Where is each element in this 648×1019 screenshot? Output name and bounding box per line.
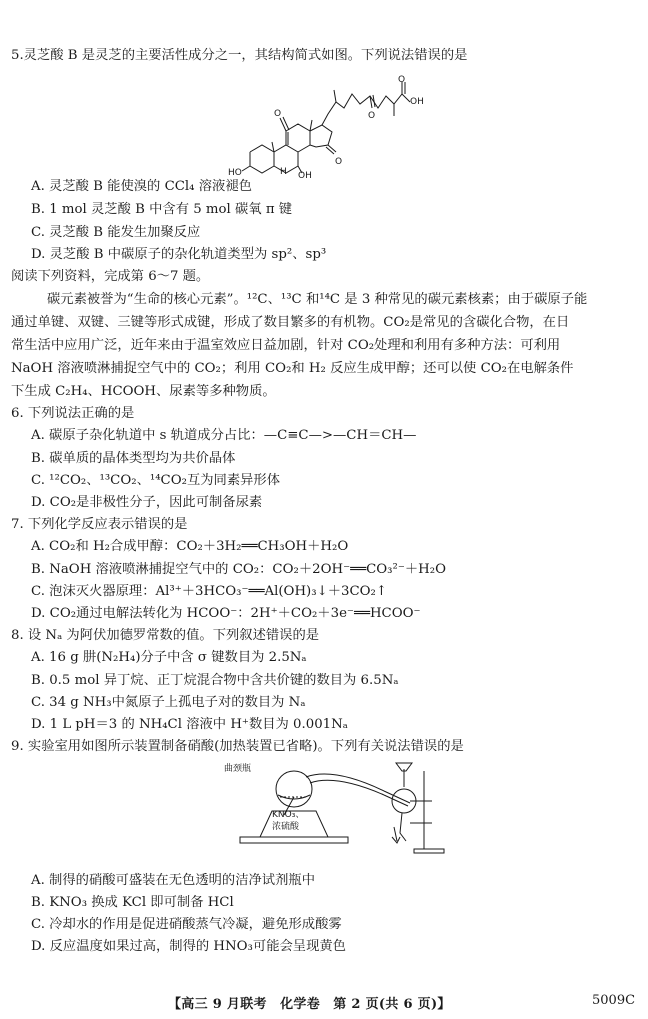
acid-label: 浓硫酸 bbox=[272, 822, 300, 832]
q8-option-a: A. 16 g 肼(N₂H₄)分子中含 σ 键数目为 2.5Nₐ bbox=[31, 650, 307, 665]
q7-option-a: A. CO₂和 H₂合成甲醇：CO₂＋3H₂══CH₃OH＋H₂O bbox=[31, 539, 349, 554]
reading-line-2: 通过单键、双键、三键等形式成键，形成了数目繁多的有机物。CO₂是常见的含碳化合物，在日 bbox=[11, 315, 570, 330]
q5-option-b: B. 1 mol 灵芝酸 B 中含有 5 mol 碳氧 π 键 bbox=[31, 202, 293, 217]
footer-code: 5009C bbox=[592, 993, 636, 1008]
reading-intro: 阅读下列资料，完成第 6～7 题。 bbox=[11, 269, 210, 284]
q7-option-b: B. NaOH 溶液喷淋捕捉空气中的 CO₂：CO₂＋2OH⁻══CO₃²⁻＋H₂O bbox=[31, 562, 446, 577]
q8-stem: 8. 设 Nₐ 为阿伏加德罗常数的值。下列叙述错误的是 bbox=[11, 628, 320, 643]
q5-stem: 5.灵芝酸 B 是灵芝的主要活性成分之一，其结构简式如图。下列说法错误的是 bbox=[11, 48, 468, 63]
q6-option-a: A. 碳原子杂化轨道中 s 轨道成分占比：—C≡C—>—CH＝CH— bbox=[31, 428, 417, 443]
q8-option-c: C. 34 g NH₃中氮原子上孤电子对的数目为 Nₐ bbox=[31, 695, 306, 710]
footer-title: 【高三 9 月联考 化学卷 第 2 页(共 6 页)】 bbox=[168, 997, 451, 1012]
q9-option-b: B. KNO₃ 换成 KCl 即可制备 HCl bbox=[31, 895, 234, 910]
cooh-oh-label: OH bbox=[410, 97, 424, 107]
q6-option-d: D. CO₂是非极性分子，因此可制备尿素 bbox=[31, 495, 263, 510]
reading-line-1: 碳元素被誉为“生命的核心元素”。¹²C、¹³C 和¹⁴C 是 3 种常见的碳元素核素；由于碳原子能 bbox=[47, 292, 588, 307]
nitric-acid-apparatus bbox=[214, 757, 454, 865]
q9-option-c: C. 冷却水的作用是促进硝酸蒸气冷凝，避免形成酸雾 bbox=[31, 917, 342, 932]
o-label-3: O bbox=[368, 111, 376, 121]
reading-line-5: 下生成 C₂H₄、HCOOH、尿素等多种物质。 bbox=[11, 384, 276, 399]
q6-stem: 6. 下列说法正确的是 bbox=[11, 406, 135, 421]
ho-label: HO bbox=[228, 168, 242, 178]
q8-option-b: B. 0.5 mol 异丁烷、正丁烷混合物中含共价键的数目为 6.5Nₐ bbox=[31, 673, 399, 688]
q7-option-d: D. CO₂通过电解法转化为 HCOO⁻：2H⁺＋CO₂＋3e⁻══HCOO⁻ bbox=[31, 606, 421, 621]
ganoderic-acid-structure bbox=[228, 74, 438, 178]
q7-option-c: C. 泡沫灭火器原理：Al³⁺＋3HCO₃⁻══Al(OH)₃↓＋3CO₂↑ bbox=[31, 584, 388, 599]
q9-stem: 9. 实验室用如图所示装置制备硝酸(加热装置已省略)。下列有关说法错误的是 bbox=[11, 739, 464, 754]
h-label: H bbox=[280, 167, 287, 177]
reading-line-3: 常生活中应用广泛，近年来由于温室效应日益加剧，针对 CO₂处理和利用有多种方法：可利用 bbox=[11, 338, 561, 353]
o-label-1: O bbox=[274, 109, 282, 119]
q6-option-b: B. 碳单质的晶体类型均为共价晶体 bbox=[31, 451, 236, 466]
q9-option-d: D. 反应温度如果过高，制得的 HNO₃可能会呈现黄色 bbox=[31, 939, 346, 954]
q5-option-d: D. 灵芝酸 B 中碳原子的杂化轨道类型为 sp²、sp³ bbox=[31, 247, 327, 262]
kno3-label: KNO₃、 bbox=[272, 810, 305, 820]
reading-line-4: NaOH 溶液喷淋捕捉空气中的 CO₂；利用 CO₂和 H₂ 反应生成甲醇；还可以使 CO₂在电解条件 bbox=[11, 361, 574, 376]
o-label-4: O bbox=[398, 75, 406, 85]
q7-stem: 7. 下列化学反应表示错误的是 bbox=[11, 517, 188, 532]
o-label-2: O bbox=[335, 157, 343, 167]
q6-option-c: C. ¹²CO₂、¹³CO₂、¹⁴CO₂互为同素异形体 bbox=[31, 473, 281, 488]
q9-option-a: A. 制得的硝酸可盛装在无色透明的洁净试剂瓶中 bbox=[31, 873, 315, 888]
q5-option-c: C. 灵芝酸 B 能发生加聚反应 bbox=[31, 225, 201, 240]
q5-option-a: A. 灵芝酸 B 能使溴的 CCl₄ 溶液褪色 bbox=[31, 179, 252, 194]
retort-label: 曲颈瓶 bbox=[224, 764, 252, 774]
oh-label: OH bbox=[298, 171, 312, 178]
q8-option-d: D. 1 L pH＝3 的 NH₄Cl 溶液中 H⁺数目为 0.001Nₐ bbox=[31, 717, 348, 732]
